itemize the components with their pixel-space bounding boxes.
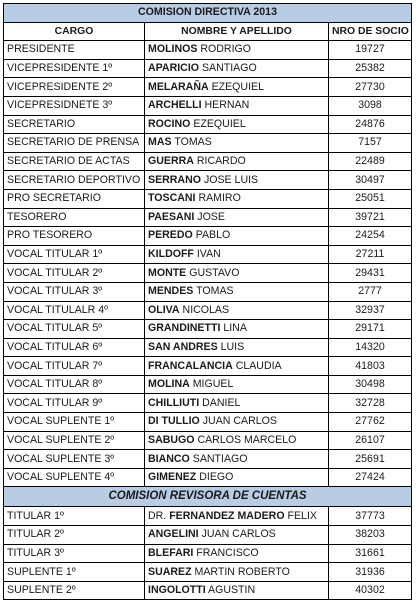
given-name: EZEQUIEL (211, 80, 264, 93)
cargo-cell: VOCAL TITULAR 5º (4, 320, 145, 339)
member-number-cell: 3098 (329, 96, 412, 115)
surname: MELARAÑA (148, 80, 209, 93)
cargo-cell: PRESIDENTE (4, 41, 145, 60)
table-row (4, 59, 412, 78)
surname: ARCHELLI (148, 99, 202, 112)
table-row (4, 581, 412, 600)
member-number-cell: 37773 (329, 507, 412, 526)
surname: DI TULLIO (148, 415, 200, 428)
cargo-cell: VOCAL TITULAR 1º (4, 245, 145, 264)
header-socio: NRO DE SOCIO (329, 22, 412, 41)
cargo-cell: VOCAL TITULAR 3º (4, 282, 145, 301)
given-name: TOMAS (174, 136, 212, 149)
given-name: JOSE (197, 210, 225, 223)
table-row (4, 245, 412, 264)
name-cell (145, 431, 329, 450)
given-name: RODRIGO (200, 43, 252, 56)
given-name: FELIX (287, 509, 317, 522)
surname: PEREDO (148, 229, 193, 242)
surname: GRANDINETTI (148, 322, 221, 335)
table-row (4, 264, 412, 283)
given-name: NICOLAS (182, 303, 230, 316)
table-row (4, 189, 412, 208)
cargo-cell: TESORERO (4, 208, 145, 227)
cargo-cell: VICEPRESIDENTE 1º (4, 59, 145, 78)
cargo-cell: VOCAL SUPLENTE 2º (4, 431, 145, 450)
table-row (4, 507, 412, 526)
table-row (4, 338, 412, 357)
member-number-cell: 26107 (329, 431, 412, 450)
surname: MOLINA (148, 378, 190, 391)
table-row (4, 96, 412, 115)
table-row (4, 152, 412, 171)
given-name: GUSTAVO (189, 266, 240, 279)
name-cell (145, 544, 329, 563)
table-row (4, 526, 412, 545)
surname: APARICIO (148, 62, 200, 75)
member-number-cell: 24876 (329, 115, 412, 134)
surname: ROCINO (148, 117, 191, 130)
member-number-cell: 30497 (329, 171, 412, 190)
member-number-cell: 29431 (329, 264, 412, 283)
directiva-title: COMISION DIRECTIVA 2013 (4, 4, 412, 23)
surname: ANGELINI (148, 528, 199, 541)
member-number-cell: 27211 (329, 245, 412, 264)
cargo-cell: VOCAL SUPLENTE 3º (4, 450, 145, 469)
name-cell (145, 450, 329, 469)
name-cell (145, 563, 329, 582)
given-name: FRANCISCO (196, 546, 259, 559)
given-name: CARLOS MARCELO (197, 433, 297, 446)
given-name: LUIS (220, 340, 245, 353)
cargo-cell: SECRETARIO (4, 115, 145, 134)
cargo-cell: SECRETARIO DE PRENSA (4, 134, 145, 153)
table-row (4, 134, 412, 153)
given-name: TOMAS (196, 285, 234, 298)
name-cell (145, 59, 329, 78)
table-row (4, 320, 412, 339)
title-prefix: DR. (148, 509, 167, 522)
table-row (4, 357, 412, 376)
surname: MONTE (148, 266, 187, 279)
member-number-cell: 32728 (329, 394, 412, 413)
name-cell (145, 282, 329, 301)
given-name: RAMIRO (198, 192, 241, 205)
surname: MOLINOS (148, 43, 198, 56)
surname: KILDOFF (148, 248, 194, 261)
table-row (4, 413, 412, 432)
table-row (4, 563, 412, 582)
member-number-cell: 29171 (329, 320, 412, 339)
given-name: CLAUDIA (235, 359, 282, 372)
name-cell (145, 507, 329, 526)
cargo-cell: VOCAL TITULAR 6º (4, 338, 145, 357)
cargo-cell: PRO TESORERO (4, 227, 145, 246)
table-row (4, 115, 412, 134)
name-cell (145, 208, 329, 227)
name-cell (145, 78, 329, 97)
header-cargo: CARGO (4, 22, 145, 41)
name-cell (145, 320, 329, 339)
surname: GIMENEZ (148, 471, 197, 484)
surname: MAS (148, 136, 172, 149)
given-name: JUAN CARLOS (201, 528, 276, 541)
name-cell (145, 468, 329, 487)
name-cell (145, 171, 329, 190)
name-cell (145, 227, 329, 246)
cargo-cell: VICEPRESIDENTE 2º (4, 78, 145, 97)
name-cell (145, 394, 329, 413)
member-number-cell: 41803 (329, 357, 412, 376)
given-name: IVAN (196, 248, 221, 261)
cargo-cell: VICEPRESIDNETE 3º (4, 96, 145, 115)
name-cell (145, 526, 329, 545)
name-cell (145, 41, 329, 60)
name-cell (145, 375, 329, 394)
cargo-cell: VOCAL SUPLENTE 1º (4, 413, 145, 432)
cargo-cell: SECRETARIO DE ACTAS (4, 152, 145, 171)
member-number-cell: 32937 (329, 301, 412, 320)
cargo-cell: SUPLENTE 1º (4, 563, 145, 582)
table-row (4, 78, 412, 97)
table-row (4, 431, 412, 450)
cargo-cell: VOCAL TITULAR 8º (4, 375, 145, 394)
member-number-cell: 39721 (329, 208, 412, 227)
given-name: HERNAN (204, 99, 250, 112)
surname: BLEFARI (148, 546, 194, 559)
table-row (4, 171, 412, 190)
given-name: PABLO (195, 229, 231, 242)
member-number-cell: 14320 (329, 338, 412, 357)
surname: TOSCANI (148, 192, 196, 205)
cargo-cell: SECRETARIO DEPORTIVO (4, 171, 145, 190)
surname: SUAREZ (148, 565, 192, 578)
surname: CHILLIUTI (148, 396, 200, 409)
surname: FERNANDEZ MADERO (169, 509, 285, 522)
table-row (4, 394, 412, 413)
members-sheet (3, 3, 411, 600)
surname: SABUGO (148, 433, 195, 446)
member-number-cell: 2777 (329, 282, 412, 301)
name-cell (145, 245, 329, 264)
table-row (4, 375, 412, 394)
name-cell (145, 357, 329, 376)
committee-table (3, 3, 412, 600)
member-number-cell: 27762 (329, 413, 412, 432)
given-name: JOSE LUIS (203, 173, 259, 186)
name-cell (145, 301, 329, 320)
member-number-cell: 31936 (329, 563, 412, 582)
member-number-cell: 38203 (329, 526, 412, 545)
member-number-cell: 25382 (329, 59, 412, 78)
revisora-title: COMISION REVISORA DE CUENTAS (4, 487, 412, 507)
table-row (4, 450, 412, 469)
table-row (4, 208, 412, 227)
surname: SAN ANDRES (148, 340, 218, 353)
directiva-title-row (4, 4, 412, 23)
table-row (4, 282, 412, 301)
given-name: AGUSTIN (208, 584, 256, 597)
member-number-cell: 31661 (329, 544, 412, 563)
given-name: DANIEL (202, 396, 241, 409)
table-row (4, 227, 412, 246)
header-nombre: NOMBRE Y APELLIDO (145, 22, 329, 41)
member-number-cell: 40302 (329, 581, 412, 600)
member-number-cell: 7157 (329, 134, 412, 153)
surname: MENDES (148, 285, 194, 298)
table-row (4, 468, 412, 487)
member-number-cell: 30498 (329, 375, 412, 394)
header-row (4, 22, 412, 41)
surname: INGOLOTTI (148, 584, 206, 597)
surname: BIANCO (148, 452, 190, 465)
name-cell (145, 189, 329, 208)
cargo-cell: TITULAR 2º (4, 526, 145, 545)
member-number-cell: 27730 (329, 78, 412, 97)
member-number-cell: 19727 (329, 41, 412, 60)
given-name: LINA (223, 322, 247, 335)
surname: FRANCALANCIA (148, 359, 233, 372)
cargo-cell: VOCAL SUPLENTE 4º (4, 468, 145, 487)
surname: SERRANO (148, 173, 201, 186)
cargo-cell: TITULAR 3º (4, 544, 145, 563)
cargo-cell: VOCAL TITULAR 7º (4, 357, 145, 376)
given-name: RICARDO (196, 155, 246, 168)
name-cell (145, 264, 329, 283)
member-number-cell: 22489 (329, 152, 412, 171)
table-row (4, 41, 412, 60)
table-row (4, 544, 412, 563)
given-name: DIEGO (199, 471, 234, 484)
name-cell (145, 338, 329, 357)
cargo-cell: TITULAR 1º (4, 507, 145, 526)
given-name: MARTIN ROBERTO (194, 565, 290, 578)
given-name: JUAN CARLOS (202, 415, 277, 428)
name-cell (145, 134, 329, 153)
cargo-cell: VOCAL TITULAR 9º (4, 394, 145, 413)
name-cell (145, 96, 329, 115)
table-row (4, 301, 412, 320)
name-cell (145, 152, 329, 171)
name-cell (145, 413, 329, 432)
given-name: SANTIAGO (201, 62, 257, 75)
surname: PAESANI (148, 210, 195, 223)
member-number-cell: 24254 (329, 227, 412, 246)
surname: OLIVA (148, 303, 180, 316)
given-name: EZEQUIEL (193, 117, 246, 130)
member-number-cell: 25051 (329, 189, 412, 208)
surname: GUERRA (148, 155, 194, 168)
member-number-cell: 25691 (329, 450, 412, 469)
given-name: MIGUEL (192, 378, 234, 391)
name-cell (145, 581, 329, 600)
name-cell (145, 115, 329, 134)
cargo-cell: PRO SECRETARIO (4, 189, 145, 208)
given-name: SANTIAGO (192, 452, 248, 465)
revisora-title-row (4, 487, 412, 507)
cargo-cell: SUPLENTE 2º (4, 581, 145, 600)
cargo-cell: VOCAL TITULALR 4º (4, 301, 145, 320)
cargo-cell: VOCAL TITULAR 2º (4, 264, 145, 283)
member-number-cell: 27424 (329, 468, 412, 487)
